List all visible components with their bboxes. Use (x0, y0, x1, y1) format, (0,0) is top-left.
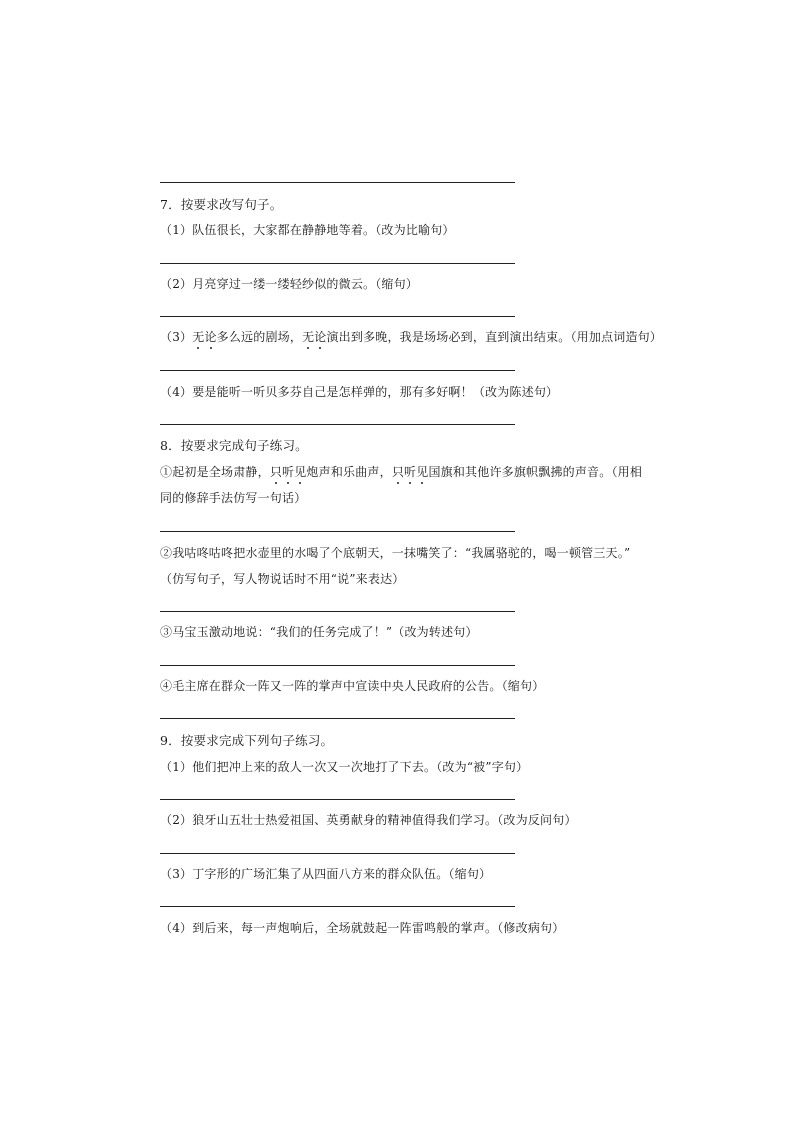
dotted-char: 无 (302, 330, 315, 344)
dotted-char: 见 (416, 465, 429, 479)
answer-line[interactable] (160, 424, 515, 425)
item-number: （3） (160, 330, 193, 344)
question-8-item-2: ②我咕咚咕咚把水壶里的水喝了个底朝天，一抹嘴笑了：“我属骆驼的，喝一顿管三天。” (160, 546, 631, 560)
question-7-item-2: （2）月亮穿过一缕一缕轻纱似的微云。（缩句） (160, 277, 419, 291)
answer-line[interactable] (160, 370, 515, 371)
answer-line[interactable] (160, 531, 515, 532)
question-8-item-1-line-2: 同的修辞手法仿写一句话） (160, 491, 307, 505)
question-9-item-4: （4）到后来，每一声炮响后，全场就鼓起一阵雷鸣般的掌声。（修改病句） (160, 921, 565, 935)
dotted-char: 论 (204, 330, 217, 344)
question-8-title: 8．按要求完成句子练习。 (160, 438, 308, 453)
sentence-part: 炮声和乐曲声， (306, 465, 392, 479)
answer-line[interactable] (160, 718, 515, 719)
question-7-item-3 (160, 329, 662, 345)
answer-line[interactable] (160, 799, 515, 800)
sentence-part: 国旗和其他许多旗帜飘拂的声音。（用相 (428, 465, 643, 479)
dotted-char: 见 (294, 465, 307, 479)
answer-line[interactable] (160, 316, 515, 317)
question-8-item-3: ③马宝玉激动地说：“我们的任务完成了！”（改为转述句） (160, 625, 478, 639)
answer-line[interactable] (160, 611, 515, 612)
question-9-title: 9．按要求完成下列句子练习。 (160, 733, 334, 748)
dotted-char: 听 (282, 465, 295, 479)
dotted-char: 听 (404, 465, 417, 479)
dotted-char: 论 (314, 330, 327, 344)
question-9-item-1: （1）他们把冲上来的敌人一次又一次地打了下去。（改为“被”字句） (160, 760, 529, 774)
answer-line[interactable] (160, 263, 515, 264)
answer-line[interactable] (160, 853, 515, 854)
answer-line[interactable] (160, 182, 515, 183)
sentence-part: 多么远的剧场， (216, 330, 303, 344)
sentence-part: 演出到多晚，我是场场必到，直到演出结束。（用加点词造句） (326, 330, 663, 344)
question-7-title: 7．按要求改写句子。 (160, 197, 283, 212)
sentence-part: ①起初是全场肃静， (160, 465, 270, 479)
question-8-item-4: ④毛主席在群众一阵又一阵的掌声中宣读中央人民政府的公告。（缩句） (160, 679, 545, 693)
answer-line[interactable] (160, 665, 515, 666)
question-8-item-1 (160, 464, 642, 480)
question-8-item-2-line-2: （仿写句子，写人物说话时不用“说”来表达） (160, 572, 405, 586)
question-7-item-1: （1）队伍很长，大家都在静静地等着。（改为比喻句） (160, 223, 455, 237)
answer-line[interactable] (160, 906, 515, 907)
question-7-item-4: （4）要是能听一听贝多芬自己是怎样弹的，那有多好啊！（改为陈述句） (160, 385, 559, 399)
dotted-char: 只 (269, 465, 283, 479)
question-9-item-3: （3）丁字形的广场汇集了从四面八方来的群众队伍。（缩句） (160, 867, 492, 881)
dotted-char: 只 (391, 465, 405, 479)
dotted-char: 无 (192, 330, 205, 344)
question-9-item-2: （2）狼牙山五壮士热爱祖国、英勇献身的精神值得我们学习。（改为反问句） (160, 813, 577, 827)
